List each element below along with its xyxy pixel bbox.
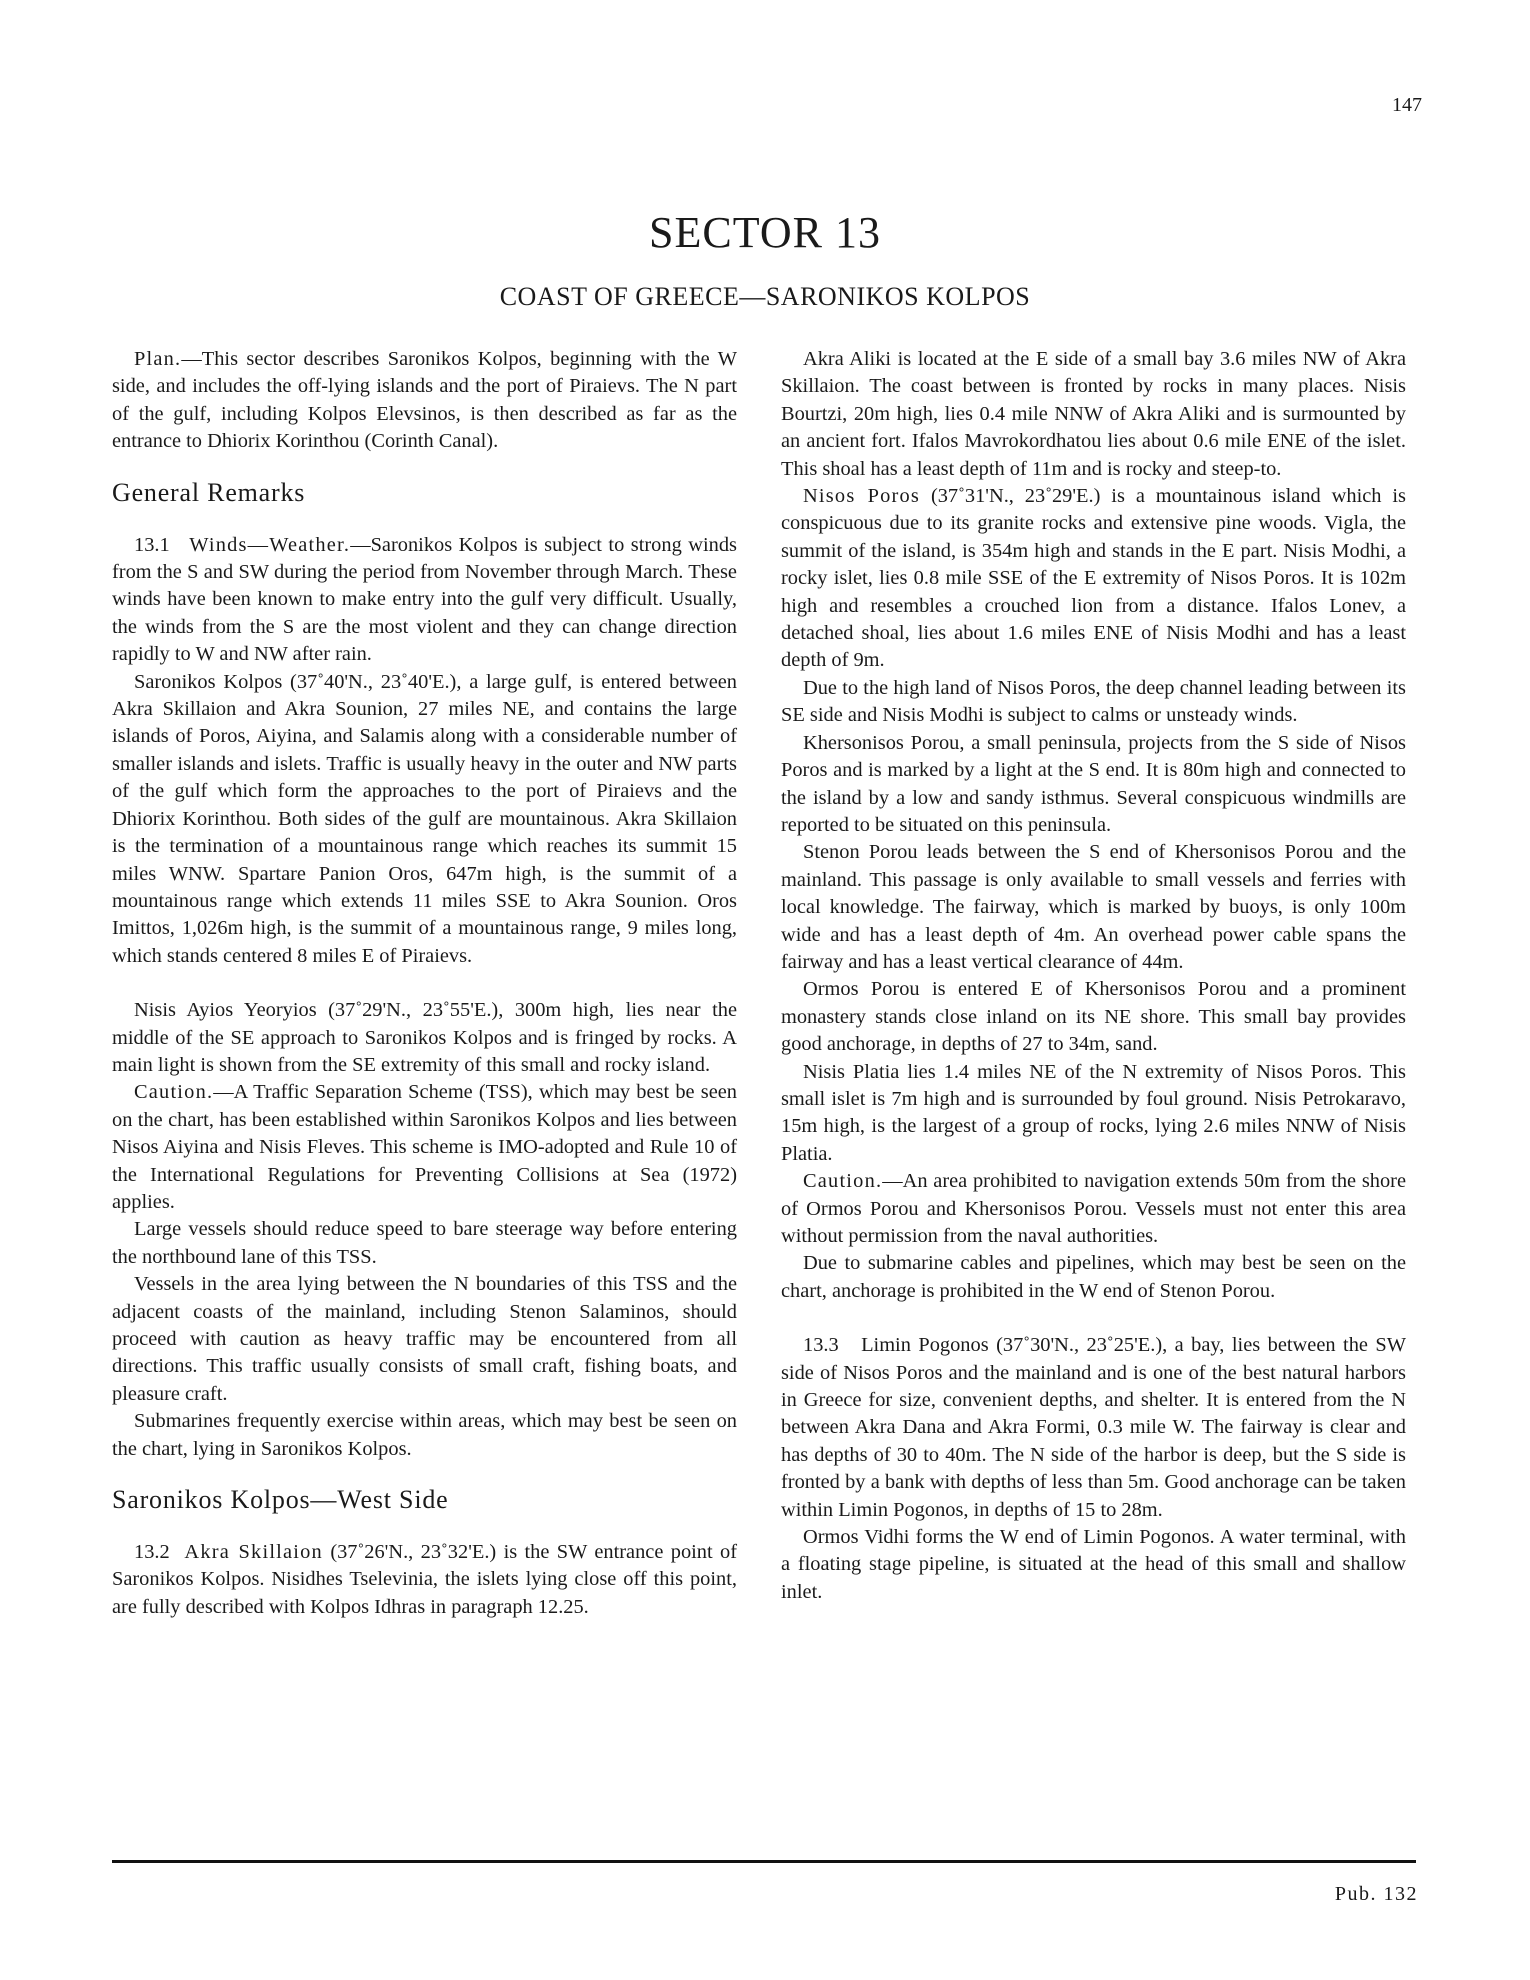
paragraph-lead: Plan. [134,348,182,370]
paragraph-lead: Caution. [803,1170,883,1193]
paragraph-number: 13.1 [134,533,170,556]
section-heading-west-side: Saronikos Kolpos—West Side [112,1485,449,1515]
paragraph-text: —An area prohibited to navigation extends 50m from the shore of Ormos Porou and Khersonisos Porou. Vessels must not enter this area without permission from the naval authorities. [781,1170,1406,1247]
paragraph-number: 13.2 [134,1541,170,1564]
paragraph-submarines: Submarines frequently exercise within areas, which may best be seen on the chart, lying in Saronikos Kolpos. [112,1410,737,1460]
left-column [112,346,737,1621]
paragraph-lead: Akra Skillaion [184,1541,323,1564]
paragraph-text: (37˚26'N., 23˚32'E.) is the SW entrance point of Saronikos Kolpos. Nisidhes Tselevinia, the islets lying close off this point, are fully described with Kolpos Idhras in paragraph 12.25. [112,1541,738,1618]
paragraph-large-vessels: Large vessels should reduce speed to bare steerage way before entering the northbound lane of this TSS. [112,1218,737,1268]
paragraph-ormos-porou: Ormos Porou is entered E of Khersonisos Porou and a prominent monastery stands close inland on its NE shore. This small bay provides good anchorage, in depths of 27 to 34m, sand. [781,978,1406,1056]
paragraph-text: —Saronikos Kolpos is subject to strong winds from the S and SW during the period from November through March. These winds have been known to make entry into the gulf very difficult. Usually, the winds from the S are the most violent and they can change direction rapidly to W and NW after rain. [112,533,737,666]
paragraph-saronikos-kolpos: Saronikos Kolpos (37˚40'N., 23˚40'E.), a large gulf, is entered between Akra Skillaion and Akra Sounion, 27 miles NE, and contains the large islands of Poros, Aiyina, and Salamis along with a considerable number of smaller islands and islets. Traffic is usually heavy in the outer and NW parts of the gulf which form the approaches to the port of Piraievs and the Dhiorix Korinthou. Both sides of the gulf are mountainous. Akra Skillaion is the termination of a mountainous range which reaches its summit 15 miles WNW. Spartare Panion Oros, 647m high, is the summit of a mountainous range which extends 11 miles SSE to Akra Sounion. Oros Imittos, 1,026m high, is the summit of a mountainous range, 9 miles long, which stands centered 8 miles E of Piraievs. [112,670,737,967]
paragraph-vessels-area: Vessels in the area lying between the N boundaries of this TSS and the adjacent coasts of the mainland, including Stenon Salaminos, should proceed with caution as heavy traffic may be encountered from all directions. This traffic usually consists of small craft, fishing boats, and pleasure craft. [112,1273,737,1405]
sector-title: SECTOR 13 [649,208,881,258]
paragraph-ormos-vidhi: Ormos Vidhi forms the W end of Limin Pogonos. A water terminal, with a floating stage pipeline, is situated at the head of this small and shallow inlet. [781,1526,1406,1603]
paragraph-text: (37˚31'N., 23˚29'E.) is a mountainous island which is conspicuous due to its granite rocks and extensive pine woods. Vigla, the summit of the island, is 354m high and stands in the E part. Nisis Modhi, a rocky islet, lies 0.8 mile SSE of the E extremity of Nisos Poros. It is 102m high and resembles a crouched lion from a distance. Ifalos Lonev, a detached shoal, lies about 1.6 miles ENE of Nisis Modhi and has a least depth of 9m. [781,485,1406,672]
paragraph-submarine-cables: Due to submarine cables and pipelines, which may best be seen on the chart, anchorage is prohibited in the W end of Stenon Porou. [781,1252,1406,1302]
section-heading-general-remarks: General Remarks [112,477,306,507]
paragraph-nisis-platia: Nisis Platia lies 1.4 miles NE of the N extremity of Nisos Poros. This small islet is 7m high and is surrounded by foul ground. Nisis Petrokaravo, 15m high, is the largest of a group of rocks, lying 2.6 miles NNW of Nisis Platia. [781,1060,1406,1165]
footer-rule [112,1860,1416,1863]
paragraph-nisos-poros [781,483,1406,675]
paragraph-caution-tss [112,1079,737,1216]
paragraph-high-land: Due to the high land of Nisos Poros, the deep channel leading between its SE side and Nisis Modhi is subject to calms or unsteady winds. [781,676,1406,727]
paragraph-13-3 [781,1332,1406,1524]
paragraph-khersonisos-porou: Khersonisos Porou, a small peninsula, projects from the S side of Nisos Poros and is marked by a light at the S end. It is 80m high and connected to the island by a low and sandy isthmus. Several conspicuous windmills are reported to be situated on this peninsula. [781,731,1406,836]
page-number: 147 [1392,94,1422,116]
paragraph-13-2 [112,1539,737,1621]
paragraph-lead: Winds—Weather. [189,533,351,556]
paragraph-text: —A Traffic Separation Scheme (TSS), which may best be seen on the chart, has been established within Saronikos Kolpos and lies between Nisos Aiyina and Nisis Fleves. This scheme is IMO-adopted and Rule 10 of the International Regulations for Preventing Collisions at Sea (1972) applies. [112,1081,737,1213]
right-column [781,346,1406,1606]
paragraph-stenon-porou: Stenon Porou leads between the S end of Khersonisos Porou and the mainland. This passage is only available to small vessels and ferries with local knowledge. The fairway, which is marked by buoys, is only 100m wide and has a least depth of 4m. An overhead power cable spans the fairway and has a least vertical clearance of 44m. [781,841,1406,973]
paragraph-text: —This sector describes Saronikos Kolpos, beginning with the W side, and includes the off-lying islands and the port of Piraievs. The N part of the gulf, including Kolpos Elevsinos, is then described as far as the entrance to Dhiorix Korinthou (Corinth Canal). [112,348,737,453]
paragraph-text: Limin Pogonos (37˚30'N., 23˚25'E.), a bay, lies between the SW side of Nisos Poros and the mainland and is one of the best natural harbors in Greece for size, convenient depths, and shelter. It is entered from the N between Akra Dana and Akra Formi, 0.3 mile W. The fairway is clear and has depths of 30 to 40m. The N side of the harbor is deep, but the S side is fronted by a bank with depths of less than 5m. Good anchorage can be taken within Limin Pogonos, in depths of 15 to 28m. [781,1334,1406,1521]
paragraph-number: 13.3 [803,1334,839,1357]
paragraph-plan [112,346,737,456]
paragraph-nisis-ayios-yeoryios: Nisis Ayios Yeoryios (37˚29'N., 23˚55'E.), 300m high, lies near the middle of the SE approach to Saronikos Kolpos and is fringed by rocks. A main light is shown from the SE extremity of this small and rocky island. [112,999,737,1076]
paragraph-lead: Caution. [134,1081,214,1104]
paragraph-akra-aliki: Akra Aliki is located at the E side of a small bay 3.6 miles NW of Akra Skillaion. The coast between is fronted by rocks in many places. Nisis Bourtzi, 20m high, lies 0.4 mile NNW of Akra Aliki and is surmounted by an ancient fort. Ifalos Mavrokordhatou lies about 0.6 mile ENE of the islet. This shoal has a least depth of 11m and is rocky and steep-to. [781,348,1406,480]
paragraph-caution-area [781,1168,1406,1250]
paragraph-lead: Nisos Poros [803,485,921,508]
paragraph-13-1 [112,532,737,669]
publication-label: Pub. 132 [1334,1883,1418,1905]
sector-subtitle: COAST OF GREECE—SARONIKOS KOLPOS [499,282,1031,311]
